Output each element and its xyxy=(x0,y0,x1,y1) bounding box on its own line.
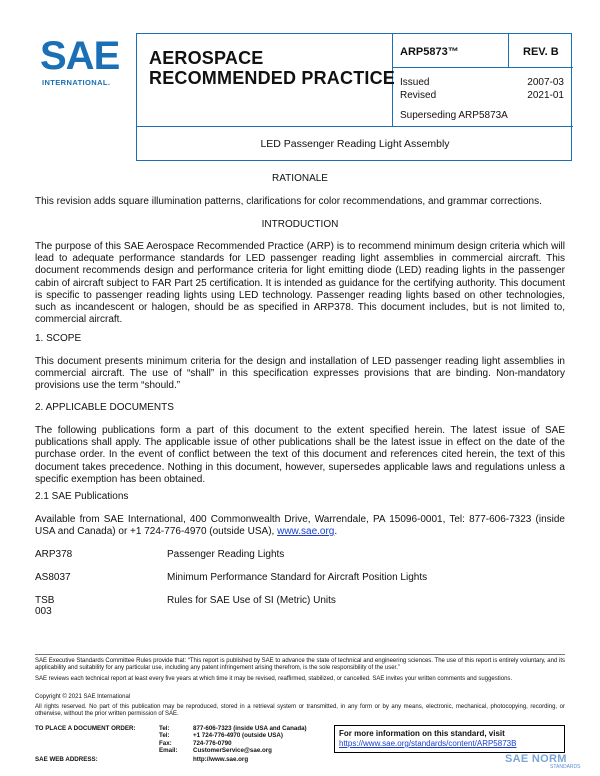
document-number: ARP5873™ xyxy=(400,46,459,58)
watermark-logo: SAE NORM xyxy=(505,753,567,765)
divider xyxy=(392,67,573,68)
document-subject: LED Passenger Reading Light Assembly xyxy=(260,138,450,150)
contact-key: Email: xyxy=(159,747,178,755)
sae-website-link[interactable]: www.sae.org xyxy=(277,526,335,538)
web-address-label: SAE WEB ADDRESS: xyxy=(35,756,98,763)
web-address[interactable]: http://www.sae.org xyxy=(193,756,249,763)
introduction-heading: INTRODUCTION xyxy=(261,219,339,230)
more-info-box xyxy=(334,725,565,753)
availability-text: Available from SAE International, 400 Commonwealth Drive, Warrendale, PA 15096-0001, Tel: 877-606-7323 (inside USA and Canada) or +1 724-776-4970 (outside USA), xyxy=(35,514,565,538)
title-line-2: RECOMMENDED PRACTICE xyxy=(149,68,396,88)
divider xyxy=(137,126,573,127)
contact-key: Tel: xyxy=(159,732,170,740)
document-title: Rules for SAE Use of SI (Metric) Units xyxy=(167,595,336,606)
applicable-documents-heading: 2. APPLICABLE DOCUMENTS xyxy=(35,402,174,413)
sae-logo xyxy=(40,36,122,86)
divider xyxy=(508,34,509,68)
contact-value: 724-776-0790 xyxy=(193,739,232,747)
rights-note: All rights reserved. No part of this publication may be reproduced, stored in a retrieval system or transmitted, in any form or by any means, electronic, mechanical, photocopying, recording, or otherwise, without the prior written permission of SAE. xyxy=(35,704,565,718)
sae-publications-text xyxy=(35,514,565,538)
order-label: TO PLACE A DOCUMENT ORDER: xyxy=(35,725,136,732)
contact-key: Fax: xyxy=(159,739,172,747)
footer-rules-note: SAE Executive Standards Committee Rules provide that: “This report is published by SAE to advance the state of technical and engineering sciences. The use of this report is entirely voluntary, and its applicability and suitability for any particular use, including any patent infringement arising therefrom, is the sole responsibility of the user.” xyxy=(35,658,565,672)
revised-date: 2021-01 xyxy=(527,90,564,101)
period: . xyxy=(334,526,338,538)
document-title: Minimum Performance Standard for Aircraft Position Lights xyxy=(167,572,428,583)
document-type-title xyxy=(149,48,395,88)
applicable-documents-text: The following publications form a part of this document to the extent specified herein. The latest issue of SAE publications shall apply. The applicable issue of other publications shall be the latest issue in effect on the date of the purchase order. In the event of conflict between the text of this document and references cited herein, the text of this document takes precedence. Nothing in this document, however, supersedes applicable laws and regulations unless a specific exemption has been obtained. xyxy=(35,425,565,485)
logo-subtitle: INTERNATIONAL. xyxy=(42,78,111,87)
revision-label: REV. B xyxy=(523,46,559,58)
rationale-heading: RATIONALE xyxy=(272,173,328,184)
contact-value: CustomerService@sae.org xyxy=(193,747,272,755)
document-number: TSB 003 xyxy=(35,595,55,617)
issued-date: 2007-03 xyxy=(527,77,564,88)
title-line-1: AEROSPACE xyxy=(149,48,264,68)
standard-link[interactable]: https://www.sae.org/standards/content/ARP5873B xyxy=(339,739,517,748)
revised-label: Revised xyxy=(400,90,437,101)
document-number: ARP378 xyxy=(35,549,73,560)
rationale-text: This revision adds square illumination patterns, clarifications for color recommendations, and grammar corrections. xyxy=(35,196,542,207)
document-header xyxy=(136,33,572,161)
watermark-subtitle: STANDARDS xyxy=(550,764,581,770)
scope-text: This document presents minimum criteria for the design and installation of LED passenger reading light assemblies in commercial aircraft. The use of “shall” in this specification expresses provisions that are binding. Non-mandatory provisions use the term “should.” xyxy=(35,356,565,392)
footer-review-note: SAE reviews each technical report at least every five years at which time it may be revised, reaffirmed, stabilized, or cancelled. SAE invites your written comments and suggestions. xyxy=(35,676,513,682)
document-title: Passenger Reading Lights xyxy=(167,549,285,560)
more-info-title: For more information on this standard, visit xyxy=(339,729,505,738)
copyright: Copyright © 2021 SAE International xyxy=(35,694,131,700)
introduction-text: The purpose of this SAE Aerospace Recommended Practice (ARP) is to recommend minimum design criteria which will lead to adequate performance standards for LED passenger reading light assemblies in commercial aircraft. This document recommends design and performance criteria for light emitting diode (LED) reading lights in the passenger cabin of aircraft subject to FAR Part 25 certification. It is intended as guidance for the certifying authority. This document is specific to passenger reading lights using LED technology. Passenger reading lights based on other technologies, such as incandescent or halogen, should be as specified in ARP378. This document includes, but is not limited to, commercial aircraft. xyxy=(35,241,565,326)
logo-mark: SAE xyxy=(40,34,120,78)
document-number: AS8037 xyxy=(35,572,71,583)
sae-publications-heading: 2.1 SAE Publications xyxy=(35,491,129,502)
scope-heading: 1. SCOPE xyxy=(35,333,82,344)
superseding-note: Superseding ARP5873A xyxy=(400,110,508,121)
contact-key: Tel: xyxy=(159,725,170,732)
footer-divider xyxy=(35,654,565,655)
issue-dates xyxy=(400,76,570,102)
issued-label: Issued xyxy=(400,77,430,88)
contact-value: +1 724-776-4970 (outside USA) xyxy=(193,732,283,740)
contact-value: 877-606-7323 (inside USA and Canada) xyxy=(193,725,307,732)
